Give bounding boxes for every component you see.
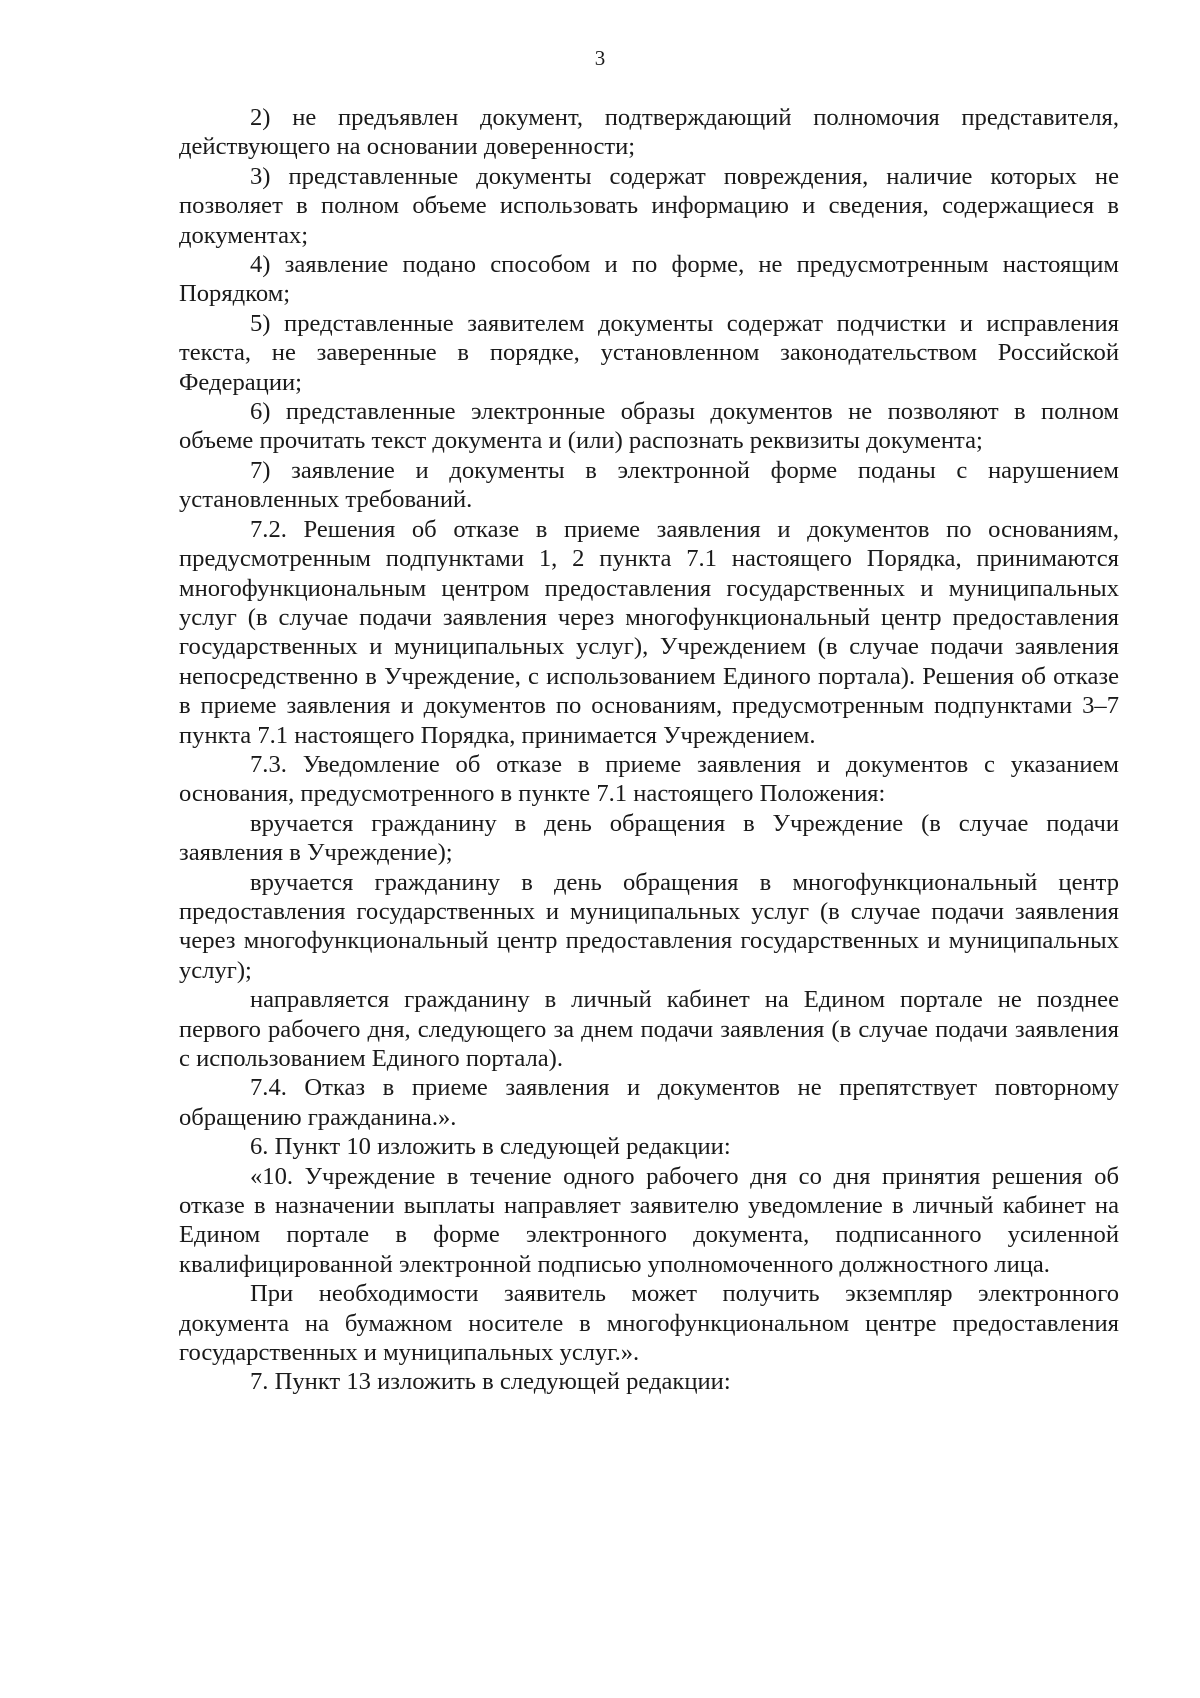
paragraph-item-5: 5) представленные заявителем документы содержат подчистки и исправления текста, не заверенные в порядке, установленном законодательством Российской Федерации; [179,309,1119,396]
paragraph-clause-7-4: 7.4. Отказ в приеме заявления и документов не препятствует повторному обращению гражданина.». [179,1074,1119,1131]
paragraph-paper-copy: При необходимости заявитель может получить экземпляр электронного документа на бумажном носителе в многофункциональном центре предоставления государственных и муниципальных услуг.». [179,1280,1119,1367]
paragraph-amendment-6: 6. Пункт 10 изложить в следующей редакции: [250,1133,731,1161]
paragraph-clause-10: «10. Учреждение в течение одного рабочего дня со дня принятия решения об отказе в назначении выплаты направляет заявителю уведомление в личный кабинет на Едином портале в форме электронного документа, подписанного усиленной квалифицированной электронной подписью уполномоченного должностного лица. [179,1162,1119,1278]
paragraph-item-3: 3) представленные документы содержат повреждения, наличие которых не позволяет в полном объеме использовать информацию и сведения, содержащиеся в документах; [179,162,1119,249]
paragraph-item-2: 2) не предъявлен документ, подтверждающий полномочия представителя, действующего на основании доверенности; [179,104,1119,161]
paragraph-clause-7-3: 7.3. Уведомление об отказе в приеме заявления и документов с указанием основания, предусмотренного в пункте 7.1 настоящего Положения: [179,750,1119,808]
paragraph-item-6: 6) представленные электронные образы документов не позволяют в полном объеме прочитать текст документа и (или) распознать реквизиты документа; [179,398,1119,455]
paragraph-delivery-portal: направляется гражданину в личный кабинет на Едином портале не позднее первого рабочего дня, следующего за днем подачи заявления (в случае подачи заявления с использованием Единого портала). [179,986,1119,1072]
paragraph-amendment-7: 7. Пункт 13 изложить в следующей редакции: [250,1368,731,1396]
paragraph-item-7: 7) заявление и документы в электронной форме поданы с нарушением установленных требований. [179,456,1119,514]
page-number: 3 [594,46,606,70]
paragraph-clause-7-2: 7.2. Решения об отказе в приеме заявления и документов по основаниям, предусмотренным подпунктами 1, 2 пункта 7.1 настоящего Порядка, принимаются многофункциональным центром предоставления государственных и муниципальных услуг (в случае подачи заявления через многофункциональный центр предоставления государственных и муниципальных услуг), Учреждением (в случае подачи заявления непосредственно в Учреждение, с использованием Единого портала). Решения об отказе в приеме заявления и документов по основаниям, предусмотренным подпунктами 3–7 пункта 7.1 настоящего Порядка, принимается Учреждением. [179,515,1119,749]
document-body [179,103,1119,1397]
paragraph-item-4: 4) заявление подано способом и по форме, не предусмотренным настоящим Порядком; [179,251,1119,308]
paragraph-delivery-mfc: вручается гражданину в день обращения в многофункциональный центр предоставления государственных и муниципальных услуг (в случае подачи заявления через многофункциональный центр предоставления государственных и муниципальных услуг); [179,868,1119,984]
paragraph-delivery-institution: вручается гражданину в день обращения в Учреждение (в случае подачи заявления в Учреждение); [179,809,1119,867]
